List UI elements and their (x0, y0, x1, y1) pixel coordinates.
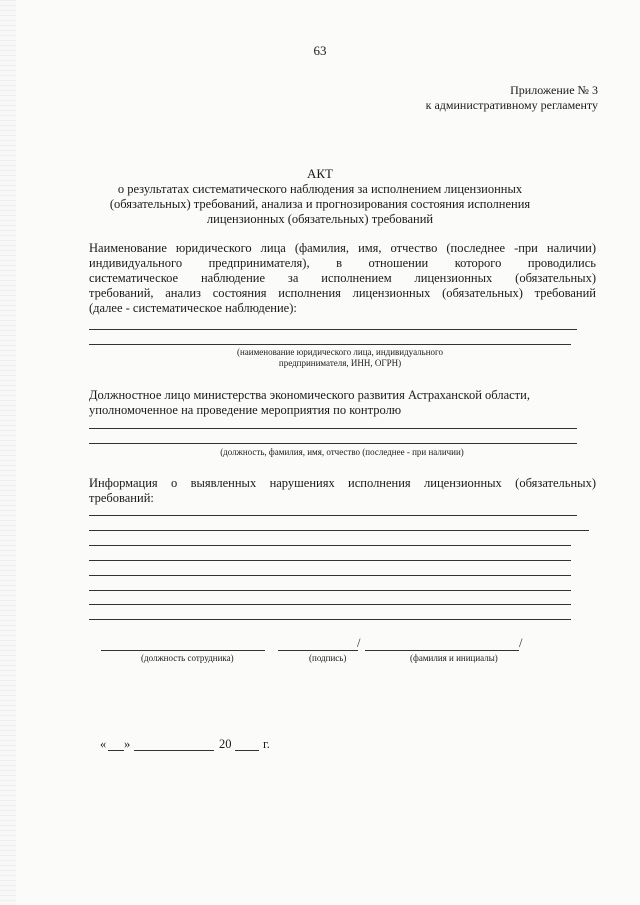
date-day-line[interactable] (108, 750, 124, 751)
fill-line-violations-2[interactable] (89, 530, 589, 531)
fill-line-official-1[interactable] (89, 428, 577, 429)
title-line-2: (обязательных) требований, анализа и прогнозирования состояния исполнения (109, 197, 531, 211)
section3-line-1: Информация о выявленных нарушениях исполнения лицензионных (обязательных) (89, 476, 596, 490)
scan-edge-decoration (0, 0, 16, 905)
page-number: 63 (313, 43, 327, 58)
appendix-label: Приложение № 3 (510, 83, 598, 97)
fill-line-violations-7[interactable] (89, 604, 571, 605)
signature-separator-2: / (519, 636, 523, 650)
section1-line-3: систематическое наблюдение за исполнением лицензионных (обязательных) (89, 271, 596, 285)
signature-line-name[interactable] (365, 650, 519, 651)
fill-line-company-2[interactable] (89, 344, 571, 345)
caption-company-2: предпринимателя, ИНН, ОГРН) (278, 358, 402, 368)
document-title: АКТ (307, 166, 333, 181)
fill-line-company-1[interactable] (89, 329, 577, 330)
fill-line-violations-3[interactable] (89, 545, 571, 546)
signature-line-position[interactable] (101, 650, 265, 651)
fill-line-violations-1[interactable] (89, 515, 577, 516)
date-suffix: г. (263, 737, 270, 751)
fill-line-violations-4[interactable] (89, 560, 571, 561)
caption-company: (наименование юридического лица, индивидуального (236, 347, 444, 357)
caption-signature: (подпись) (309, 653, 347, 663)
caption-official: (должность, фамилия, имя, отчество (последнее - при наличии) (220, 447, 464, 457)
appendix-reference: к административному регламенту (425, 98, 598, 112)
date-close-quote: » (124, 737, 131, 751)
signature-line-signature[interactable] (278, 650, 358, 651)
date-century: 20 (219, 737, 232, 751)
section2-line-2: уполномоченное на проведение мероприятия по контролю (89, 403, 402, 417)
fill-line-violations-5[interactable] (89, 575, 571, 576)
fill-line-violations-8[interactable] (89, 619, 571, 620)
section3-line-2: требований: (89, 491, 154, 505)
date-month-line[interactable] (134, 750, 214, 751)
title-line-3: лицензионных (обязательных) требований (206, 212, 434, 226)
section1-line-5: (далее - систематическое наблюдение): (89, 301, 297, 315)
caption-position: (должность сотрудника) (141, 653, 234, 663)
fill-line-violations-6[interactable] (89, 590, 571, 591)
section1-line-2: индивидуального предпринимателя), в отношении которого проводились (89, 256, 596, 270)
section1-line-4: требований, анализ состояния исполнения лицензионных (обязательных) требований (89, 286, 596, 300)
fill-line-official-2[interactable] (89, 443, 577, 444)
section2-line-1: Должностное лицо министерства экономического развития Астраханской области, (89, 388, 530, 402)
title-line-1: о результатах систематического наблюдения за исполнением лицензионных (117, 182, 523, 196)
date-year-line[interactable] (235, 750, 259, 751)
date-open-quote: « (100, 737, 107, 751)
caption-name: (фамилия и инициалы) (410, 653, 498, 663)
signature-separator-1: / (357, 636, 361, 650)
section1-line-1: Наименование юридического лица (фамилия, имя, отчество (последнее -при наличии) (89, 241, 596, 255)
